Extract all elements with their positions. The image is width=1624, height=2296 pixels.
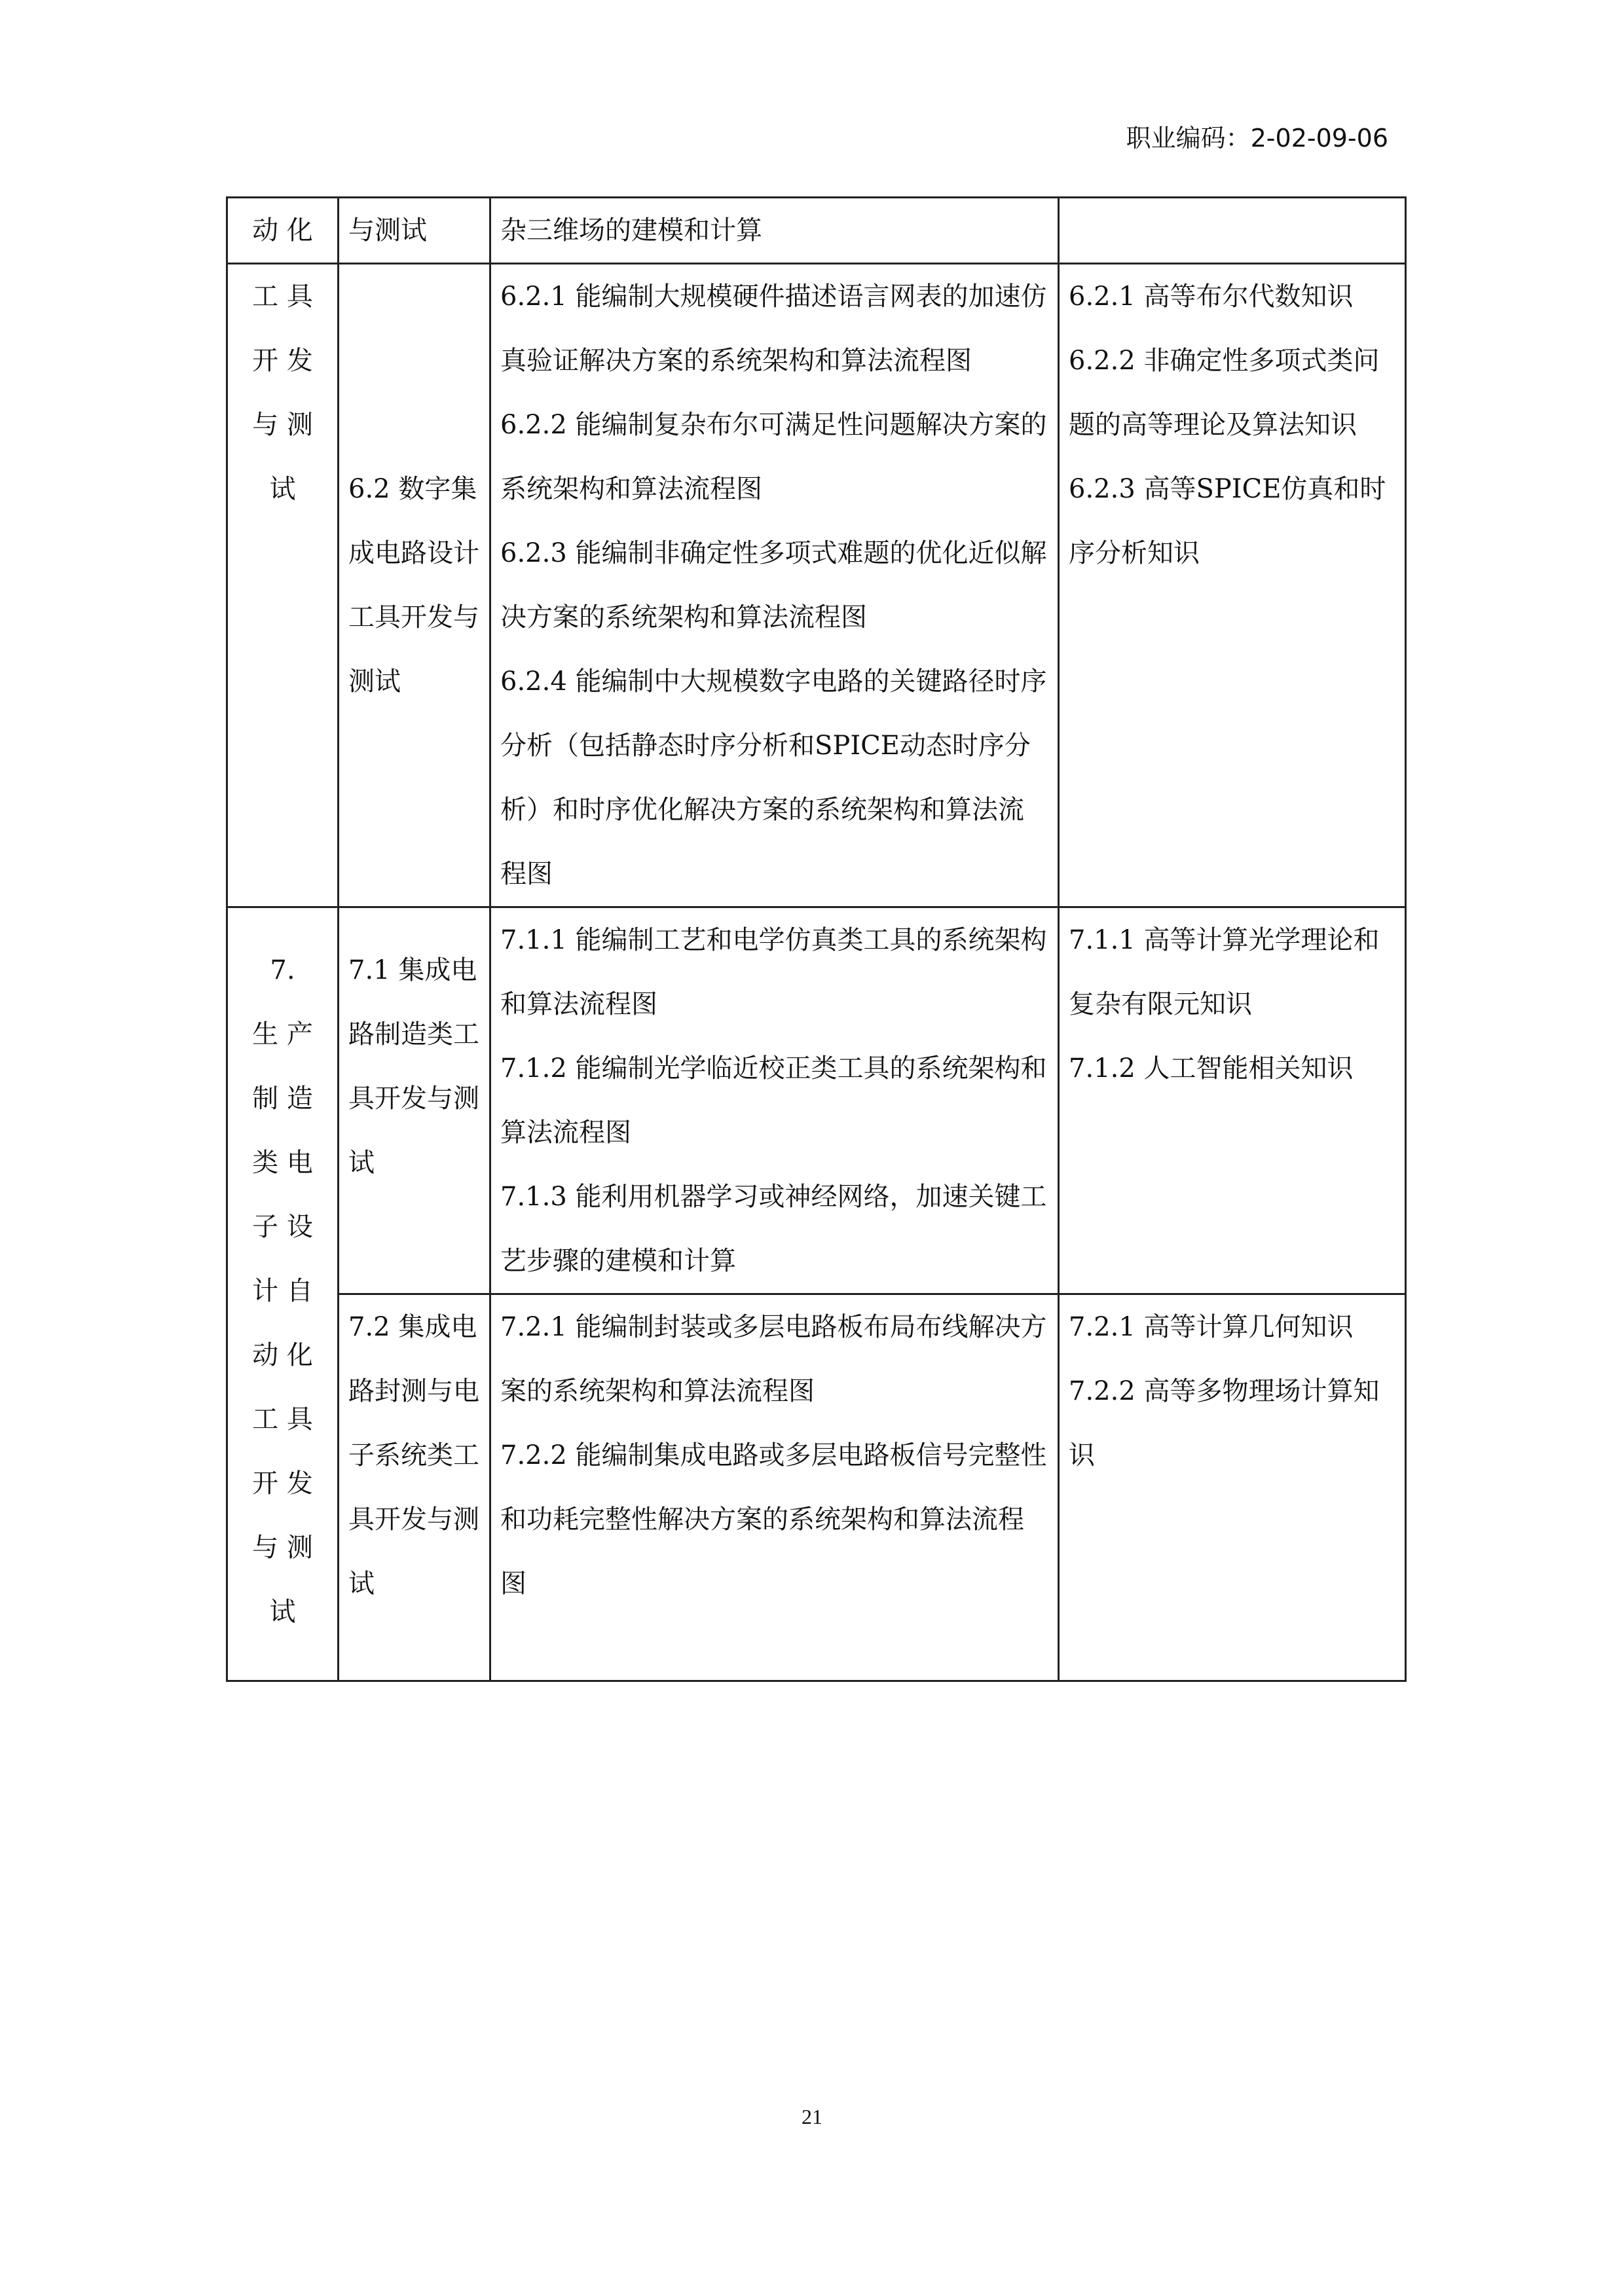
col1-line: 工 具 xyxy=(252,282,313,312)
col1-text: 动 化 xyxy=(252,215,313,246)
col1-line: 制 造 xyxy=(252,1084,313,1114)
knowledge-item: 6.2.2 非确定性多项式类问题的高等理论及算法知识 xyxy=(1069,346,1380,440)
skill-cell xyxy=(490,264,1059,907)
skill-cell xyxy=(490,907,1059,1294)
col1-line: 开 发 xyxy=(252,346,313,376)
col1-cell xyxy=(227,907,339,1681)
skill-item: 6.2.2 能编制复杂布尔可满足性问题解决方案的系统架构和算法流程图 xyxy=(500,410,1047,504)
col1-line: 工 具 xyxy=(252,1404,313,1434)
knowledge-item: 7.1.2 人工智能相关知识 xyxy=(1069,1053,1354,1084)
skill-item: 7.2.2 能编制集成电路或多层电路板信号完整性和功耗完整性解决方案的系统架构和算法流程图 xyxy=(500,1440,1047,1599)
col1-line: 与 测 xyxy=(252,1533,313,1563)
knowledge-cell xyxy=(1059,198,1406,264)
skill-cell xyxy=(490,198,1059,264)
occupation-code: 职业编码：2-02-09-06 xyxy=(1126,124,1388,153)
col1-line: 计 自 xyxy=(252,1276,313,1306)
col1-cell xyxy=(227,198,339,264)
skill-line: 杂三维场的建模和计算 xyxy=(500,215,762,246)
skill-requirements-table xyxy=(226,196,1407,1682)
col1-line: 类 电 xyxy=(252,1148,313,1178)
knowledge-item: 6.2.3 高等SPICE仿真和时序分析知识 xyxy=(1069,474,1386,568)
page-number: 21 xyxy=(802,2105,822,2128)
skill-item: 7.1.1 能编制工艺和电学仿真类工具的系统架构和算法流程图 xyxy=(500,925,1047,1019)
unit-cell xyxy=(339,1294,490,1681)
unit-cell xyxy=(339,264,490,907)
col1-line: 与 测 xyxy=(252,410,313,440)
unit-text: 7.2 集成电路封测与电子系统类工具开发与测试 xyxy=(348,1312,479,1599)
skill-item: 6.2.4 能编制中大规模数字电路的关键路径时序分析（包括静态时序分析和SPICE动态时序分析）和时序优化解决方案的系统架构和算法流程图 xyxy=(500,666,1047,889)
table-row-7-2 xyxy=(227,1294,1406,1681)
col1-line: 试 xyxy=(269,474,296,504)
col1-line: 生 产 xyxy=(252,1019,313,1049)
skill-item: 7.2.1 能编制封装或多层电路板布局布线解决方案的系统架构和算法流程图 xyxy=(500,1312,1047,1406)
skill-item: 7.1.3 能利用机器学习或神经网络，加速关键工艺步骤的建模和计算 xyxy=(500,1182,1047,1276)
unit-text: 与测试 xyxy=(348,215,427,246)
knowledge-cell xyxy=(1059,1294,1406,1681)
col1-line: 7. xyxy=(270,955,295,985)
skill-item: 7.1.2 能编制光学临近校正类工具的系统架构和算法流程图 xyxy=(500,1053,1047,1148)
col1-cell xyxy=(227,264,339,907)
col1-line: 动 化 xyxy=(252,1340,313,1370)
col1-line: 开 发 xyxy=(252,1468,313,1499)
table-row-6-2 xyxy=(227,264,1406,907)
skill-cell xyxy=(490,1294,1059,1681)
col1-line: 试 xyxy=(269,1597,296,1627)
knowledge-item: 7.2.1 高等计算几何知识 xyxy=(1069,1312,1354,1342)
skill-item: 6.2.3 能编制非确定性多项式难题的优化近似解决方案的系统架构和算法流程图 xyxy=(500,538,1047,632)
unit-cell xyxy=(339,198,490,264)
table-row-continuation xyxy=(227,198,1406,264)
unit-text: 7.1 集成电路制造类工具开发与测试 xyxy=(348,955,479,1178)
knowledge-cell xyxy=(1059,907,1406,1294)
unit-cell xyxy=(339,907,490,1294)
col1-line: 子 设 xyxy=(252,1212,313,1242)
knowledge-item: 7.2.2 高等多物理场计算知识 xyxy=(1069,1376,1380,1470)
knowledge-item: 6.2.1 高等布尔代数知识 xyxy=(1069,282,1354,312)
unit-text: 6.2 数字集成电路设计工具开发与测试 xyxy=(348,474,479,697)
knowledge-item: 7.1.1 高等计算光学理论和复杂有限元知识 xyxy=(1069,925,1380,1019)
table-row-7-1 xyxy=(227,907,1406,1294)
knowledge-cell xyxy=(1059,264,1406,907)
skill-item: 6.2.1 能编制大规模硬件描述语言网表的加速仿真验证解决方案的系统架构和算法流程图 xyxy=(500,282,1047,376)
